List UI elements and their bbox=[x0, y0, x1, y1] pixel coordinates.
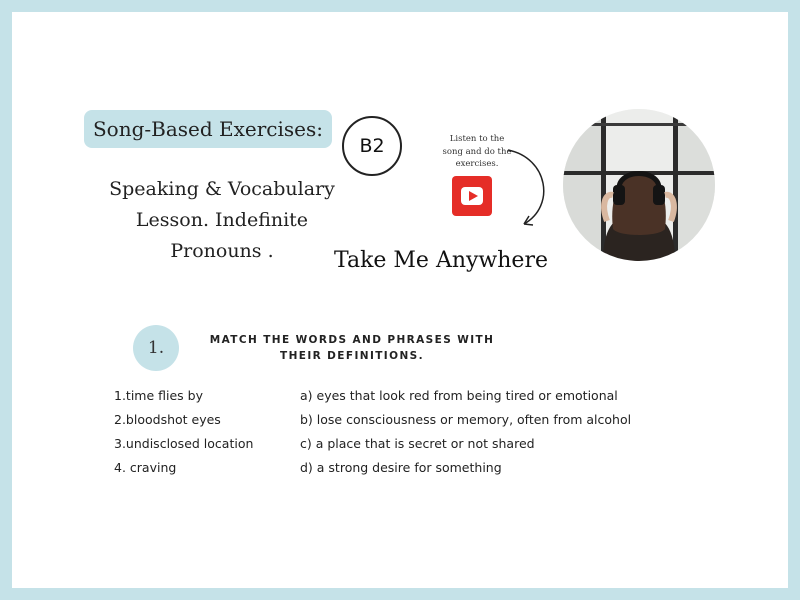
worksheet-page bbox=[12, 12, 788, 588]
subtitle-line: Speaking & Vocabulary bbox=[109, 178, 335, 200]
listen-line: song and do the bbox=[442, 146, 512, 157]
term: 3.undisclosed location bbox=[114, 436, 254, 451]
level-badge: B2 bbox=[342, 116, 402, 176]
play-triangle-icon bbox=[469, 191, 478, 201]
term: 1.time flies by bbox=[114, 388, 203, 403]
woman-with-headphones-at-window bbox=[563, 109, 715, 261]
list-item bbox=[114, 436, 674, 460]
listen-line: exercises. bbox=[455, 159, 499, 169]
subtitle-line: Lesson. Indefinite bbox=[135, 209, 309, 231]
subtitle-line: Pronouns . bbox=[170, 240, 274, 262]
instruction-line: MATCH THE WORDS AND PHRASES WITH bbox=[209, 334, 495, 346]
term: 4. craving bbox=[114, 460, 177, 475]
definition: d) a strong desire for something bbox=[300, 460, 502, 475]
list-item bbox=[114, 412, 674, 436]
listen-line: Listen to the bbox=[449, 134, 505, 144]
definition: a) eyes that look red from being tired or emotional bbox=[300, 388, 618, 403]
exercise-instruction bbox=[202, 332, 502, 364]
instruction-line: THEIR DEFINITIONS. bbox=[280, 350, 424, 362]
matching-exercise bbox=[114, 388, 674, 476]
exercise-number: 1. bbox=[133, 325, 179, 371]
definition: b) lose consciousness or memory, often from alcohol bbox=[300, 412, 632, 427]
term: 2.bloodshot eyes bbox=[114, 412, 221, 427]
list-item bbox=[114, 388, 674, 412]
lesson-subtitle bbox=[104, 174, 340, 267]
youtube-play-icon[interactable] bbox=[452, 176, 492, 216]
list-item bbox=[114, 460, 674, 476]
headphones-photo bbox=[563, 109, 715, 261]
curved-arrow-icon bbox=[502, 144, 552, 234]
song-title: Take Me Anywhere bbox=[333, 248, 548, 273]
definition: c) a place that is secret or not shared bbox=[300, 436, 535, 451]
lesson-title: Song-Based Exercises: bbox=[84, 110, 332, 148]
